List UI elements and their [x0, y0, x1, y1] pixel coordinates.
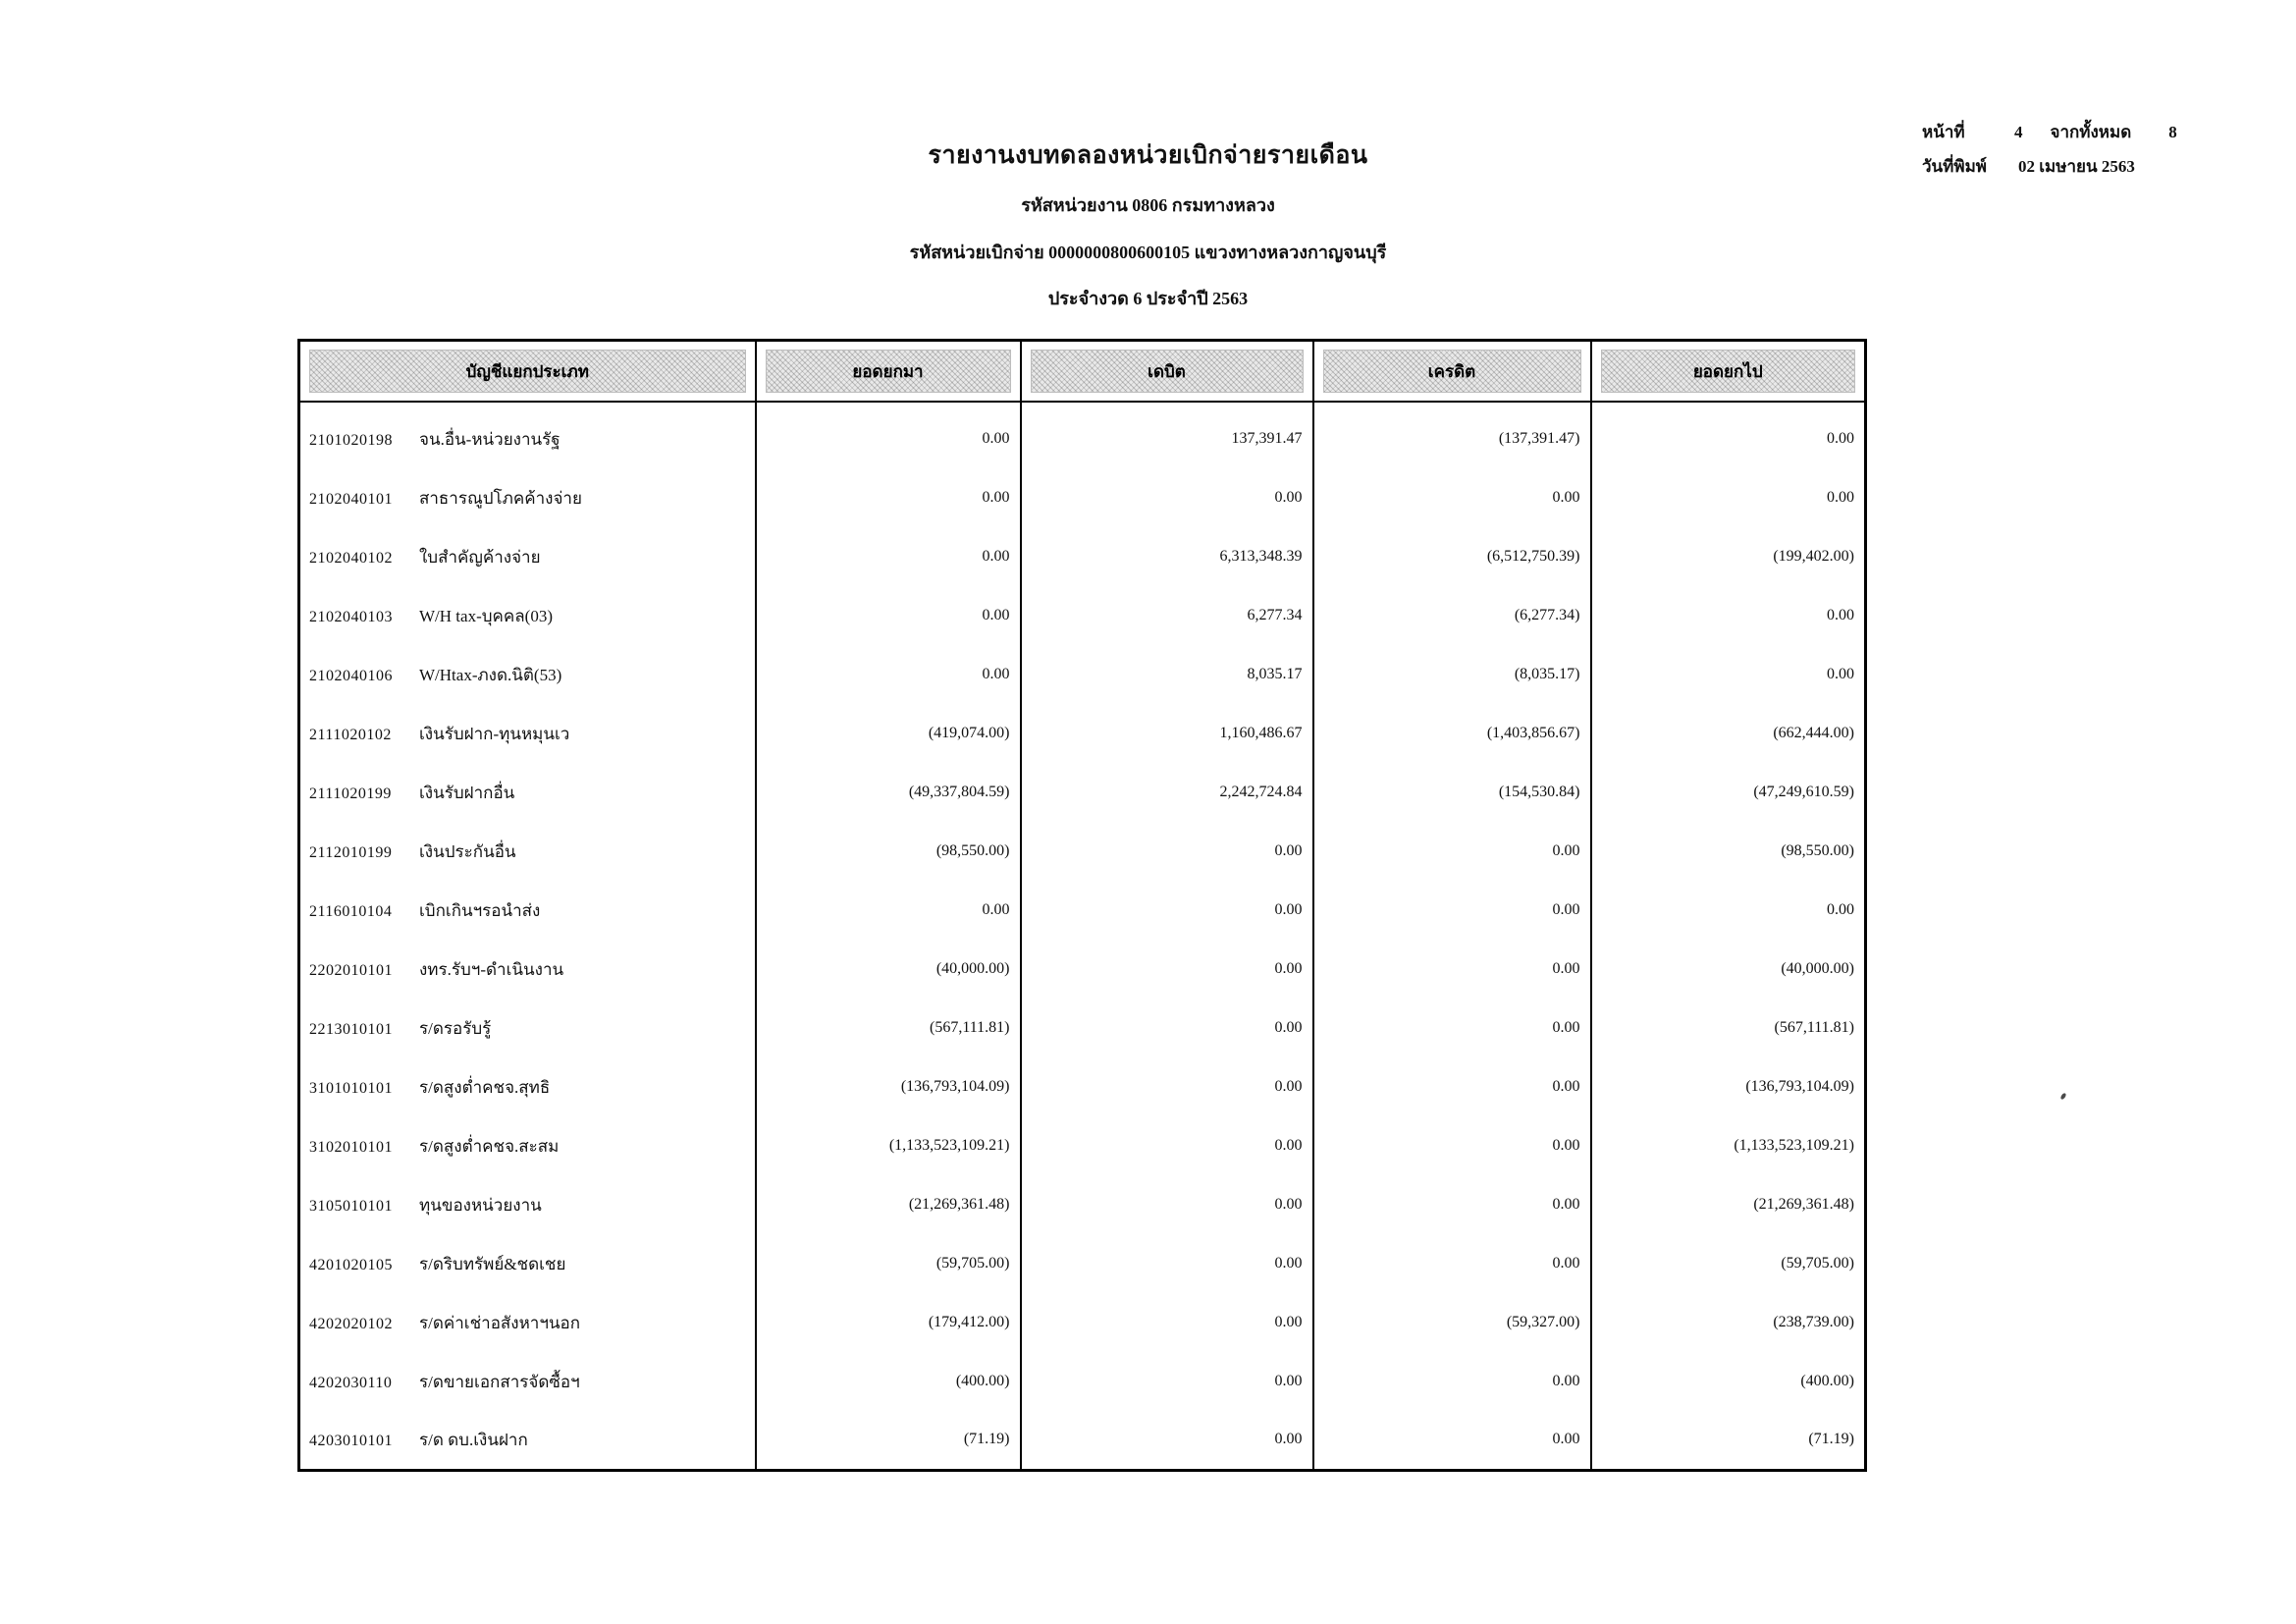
debit-cell: 0.00: [1021, 1234, 1313, 1293]
account-cell: [299, 1352, 756, 1411]
header-cell-credit: [1313, 341, 1591, 403]
balance-cell: (21,269,361.48): [1591, 1175, 1866, 1234]
account-name: เบิกเกินฯรอนำส่ง: [419, 900, 541, 920]
page-label: หน้าที่: [1922, 123, 1965, 141]
agency-code-line: รหัสหน่วยงาน 0806 กรมทางหลวง: [1021, 195, 1275, 215]
account-cell: [299, 1175, 756, 1234]
balance-cell: (199,402.00): [1591, 527, 1866, 586]
debit-cell: 6,313,348.39: [1021, 527, 1313, 586]
carry-forward-cell: (179,412.00): [756, 1293, 1021, 1352]
debit-cell: 1,160,486.67: [1021, 704, 1313, 763]
carry-forward-cell: 0.00: [756, 409, 1021, 468]
account-cell: [299, 881, 756, 940]
balance-cell: (567,111.81): [1591, 999, 1866, 1057]
credit-cell: (1,403,856.67): [1313, 704, 1591, 763]
account-name: งทร.รับฯ-ดำเนินงาน: [419, 959, 564, 979]
account-code: 4202020102: [309, 1315, 393, 1332]
account-name: เงินรับฝาก-ทุนหมุนเว: [419, 724, 570, 743]
account-code: 4202030110: [309, 1374, 393, 1391]
account-cell: [299, 999, 756, 1057]
balance-cell: (40,000.00): [1591, 940, 1866, 999]
account-cell: [299, 645, 756, 704]
table-row: [299, 999, 1866, 1057]
carry-forward-cell: (49,337,804.59): [756, 763, 1021, 822]
print-date-value: 02 เมษายน 2563: [2018, 157, 2135, 176]
table-row: [299, 763, 1866, 822]
account-cell: [299, 763, 756, 822]
carry-forward-cell: (419,074.00): [756, 704, 1021, 763]
carry-forward-cell: 0.00: [756, 468, 1021, 527]
table-row: [299, 1293, 1866, 1352]
account-name: ร/ดสูงต่ำคชจ.สะสม: [419, 1136, 560, 1156]
carry-forward-cell: (136,793,104.09): [756, 1057, 1021, 1116]
debit-cell: 8,035.17: [1021, 645, 1313, 704]
table-row: [299, 704, 1866, 763]
header-cell-carry-forward: [756, 341, 1021, 403]
credit-cell: (6,277.34): [1313, 586, 1591, 645]
account-code: 2102040106: [309, 667, 393, 684]
balance-cell: 0.00: [1591, 586, 1866, 645]
account-name: ร/ดริบทรัพย์&ชดเชย: [419, 1254, 566, 1273]
debit-cell: 0.00: [1021, 1293, 1313, 1352]
carry-forward-cell: (40,000.00): [756, 940, 1021, 999]
account-code: 2111020102: [309, 726, 392, 743]
account-code: 2213010101: [309, 1020, 393, 1038]
account-code: 2102040102: [309, 549, 393, 567]
debit-cell: 0.00: [1021, 468, 1313, 527]
account-cell: [299, 1234, 756, 1293]
credit-cell: 0.00: [1313, 999, 1591, 1057]
account-cell: [299, 1293, 756, 1352]
credit-cell: 0.00: [1313, 822, 1591, 881]
table-row: [299, 1175, 1866, 1234]
page-number: 4: [2014, 123, 2023, 141]
account-name: สาธารณูปโภคค้างจ่าย: [419, 488, 582, 508]
credit-cell: 0.00: [1313, 940, 1591, 999]
account-name: ร/ดรอรับรู้: [419, 1018, 492, 1038]
account-code: 2202010101: [309, 961, 393, 979]
debit-cell: 2,242,724.84: [1021, 763, 1313, 822]
print-date-label: วันที่พิมพ์: [1922, 157, 1987, 176]
carry-forward-cell: 0.00: [756, 586, 1021, 645]
balance-cell: (1,133,523,109.21): [1591, 1116, 1866, 1175]
account-cell: [299, 468, 756, 527]
account-code: 3102010101: [309, 1138, 393, 1156]
report-title: รายงานงบทดลองหน่วยเบิกจ่ายรายเดือน: [928, 142, 1368, 169]
page-of-label: จากทั้งหมด: [2050, 123, 2132, 141]
credit-cell: (8,035.17): [1313, 645, 1591, 704]
account-cell: [299, 1411, 756, 1470]
account-code: 2111020199: [309, 785, 392, 802]
debit-cell: 0.00: [1021, 881, 1313, 940]
balance-cell: (400.00): [1591, 1352, 1866, 1411]
credit-cell: (137,391.47): [1313, 409, 1591, 468]
carry-forward-cell: 0.00: [756, 881, 1021, 940]
carry-forward-cell: (567,111.81): [756, 999, 1021, 1057]
carry-forward-cell: 0.00: [756, 645, 1021, 704]
disbursement-unit-line: รหัสหน่วยเบิกจ่าย 0000000800600105 แขวงทางหลวงกาญจนบุรี: [909, 243, 1387, 262]
account-code: 2116010104: [309, 902, 393, 920]
account-name: ร/ดขายเอกสารจัดซื้อฯ: [419, 1372, 580, 1391]
account-name: W/Htax-ภงด.นิติ(53): [419, 665, 562, 684]
header-label-account: บัญชีแยกประเภท: [309, 350, 746, 393]
credit-cell: 0.00: [1313, 1116, 1591, 1175]
total-pages: 8: [2168, 123, 2177, 141]
account-code: 2101020198: [309, 431, 393, 449]
account-cell: [299, 822, 756, 881]
account-code: 3101010101: [309, 1079, 393, 1097]
table-row: [299, 645, 1866, 704]
credit-cell: 0.00: [1313, 1411, 1591, 1470]
account-name: จน.อื่น-หน่วยงานรัฐ: [419, 429, 561, 449]
carry-forward-cell: 0.00: [756, 527, 1021, 586]
debit-cell: 0.00: [1021, 822, 1313, 881]
account-code: 2102040101: [309, 490, 393, 508]
debit-cell: 0.00: [1021, 1175, 1313, 1234]
account-cell: [299, 527, 756, 586]
header-label-balance: ยอดยกไป: [1601, 350, 1856, 393]
account-cell: [299, 940, 756, 999]
header-label-carry-forward: ยอดยกมา: [766, 350, 1011, 393]
table-row: [299, 1411, 1866, 1470]
balance-cell: (238,739.00): [1591, 1293, 1866, 1352]
account-name: ร/ดค่าเช่าอสังหาฯนอก: [419, 1313, 581, 1332]
header-label-credit: เครดิต: [1323, 350, 1581, 393]
spacer-row: [299, 402, 1866, 409]
carry-forward-cell: (400.00): [756, 1352, 1021, 1411]
table-row: [299, 1352, 1866, 1411]
trial-balance-table: [297, 339, 1867, 1472]
carry-forward-cell: (1,133,523,109.21): [756, 1116, 1021, 1175]
table-row: [299, 409, 1866, 468]
account-name: ร/ด ดบ.เงินฝาก: [419, 1430, 528, 1449]
carry-forward-cell: (59,705.00): [756, 1234, 1021, 1293]
credit-cell: 0.00: [1313, 1234, 1591, 1293]
account-name: W/H tax-บุคคล(03): [419, 606, 553, 625]
header-cell-balance: [1591, 341, 1866, 403]
table-body: [299, 402, 1866, 1470]
balance-cell: 0.00: [1591, 645, 1866, 704]
debit-cell: 0.00: [1021, 1352, 1313, 1411]
debit-cell: 0.00: [1021, 940, 1313, 999]
credit-cell: (154,530.84): [1313, 763, 1591, 822]
table-row: [299, 1116, 1866, 1175]
table-row: [299, 527, 1866, 586]
balance-cell: (71.19): [1591, 1411, 1866, 1470]
account-code: 2112010199: [309, 843, 393, 861]
account-cell: [299, 409, 756, 468]
table-row: [299, 1234, 1866, 1293]
account-code: 4201020105: [309, 1256, 393, 1273]
account-name: ทุนของหน่วยงาน: [419, 1195, 542, 1215]
carry-forward-cell: (21,269,361.48): [756, 1175, 1021, 1234]
account-name: ใบสำคัญค้างจ่าย: [419, 547, 541, 567]
table-row: [299, 1057, 1866, 1116]
debit-cell: 0.00: [1021, 1057, 1313, 1116]
account-name: ร/ดสูงต่ำคชจ.สุทธิ: [419, 1077, 551, 1097]
debit-cell: 137,391.47: [1021, 409, 1313, 468]
credit-cell: 0.00: [1313, 1057, 1591, 1116]
credit-cell: 0.00: [1313, 881, 1591, 940]
debit-cell: 0.00: [1021, 1116, 1313, 1175]
table-header: [299, 341, 1866, 403]
balance-cell: (59,705.00): [1591, 1234, 1866, 1293]
account-name: เงินประกันอื่น: [419, 841, 516, 861]
header-label-debit: เดบิต: [1031, 350, 1304, 393]
balance-cell: (98,550.00): [1591, 822, 1866, 881]
carry-forward-cell: (98,550.00): [756, 822, 1021, 881]
credit-cell: (6,512,750.39): [1313, 527, 1591, 586]
table-row: [299, 822, 1866, 881]
header-cell-account: [299, 341, 756, 403]
balance-cell: (47,249,610.59): [1591, 763, 1866, 822]
account-cell: [299, 704, 756, 763]
table-row: [299, 468, 1866, 527]
debit-cell: 6,277.34: [1021, 586, 1313, 645]
credit-cell: 0.00: [1313, 468, 1591, 527]
account-code: 2102040103: [309, 608, 393, 625]
account-cell: [299, 1116, 756, 1175]
balance-cell: 0.00: [1591, 468, 1866, 527]
account-cell: [299, 1057, 756, 1116]
header-cell-debit: [1021, 341, 1313, 403]
credit-cell: (59,327.00): [1313, 1293, 1591, 1352]
account-name: เงินรับฝากอื่น: [419, 783, 515, 802]
balance-cell: 0.00: [1591, 881, 1866, 940]
credit-cell: 0.00: [1313, 1175, 1591, 1234]
period-line: ประจำงวด 6 ประจำปี 2563: [1047, 289, 1249, 308]
account-code: 3105010101: [309, 1197, 393, 1215]
debit-cell: 0.00: [1021, 999, 1313, 1057]
table-row: [299, 881, 1866, 940]
scan-speck-artifact: [2059, 1092, 2066, 1100]
table-row: [299, 586, 1866, 645]
credit-cell: 0.00: [1313, 1352, 1591, 1411]
balance-cell: (136,793,104.09): [1591, 1057, 1866, 1116]
balance-cell: 0.00: [1591, 409, 1866, 468]
account-code: 4203010101: [309, 1432, 393, 1449]
table-row: [299, 940, 1866, 999]
account-cell: [299, 586, 756, 645]
carry-forward-cell: (71.19): [756, 1411, 1021, 1470]
debit-cell: 0.00: [1021, 1411, 1313, 1470]
balance-cell: (662,444.00): [1591, 704, 1866, 763]
